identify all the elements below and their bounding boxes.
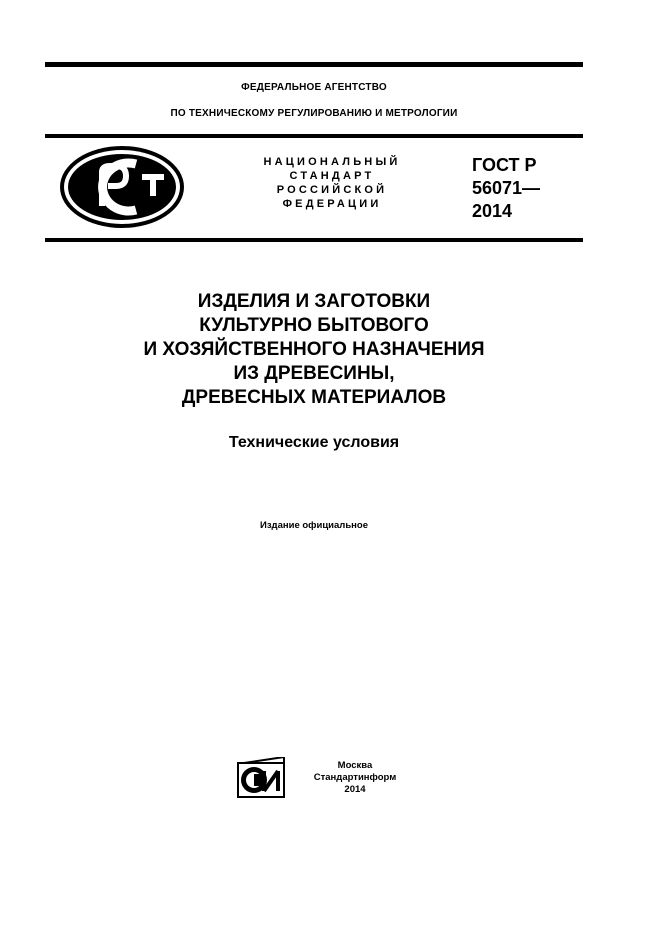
header-bottom-rule <box>45 238 583 242</box>
publisher-info: Москва Стандартинформ 2014 <box>313 760 397 795</box>
document-subtitle: Технические условия <box>228 434 400 451</box>
rst-logo-icon <box>58 144 186 230</box>
gost-number: ГОСТ Р 56071— 2014 <box>472 155 541 221</box>
standartinform-logo-icon <box>236 757 286 799</box>
agency-name-line-1: ФЕДЕРАЛЬНОЕ АГЕНТСТВО <box>241 82 387 93</box>
national-standard-label: НАЦИОНАЛЬНЫЙ СТАНДАРТ РОССИЙСКОЙ ФЕДЕРАЦИИ <box>263 156 401 210</box>
edition-label: Издание официальное <box>260 520 368 531</box>
top-rule <box>45 62 583 67</box>
header-rule <box>45 134 583 138</box>
agency-name-line-2: ПО ТЕХНИЧЕСКОМУ РЕГУЛИРОВАНИЮ И МЕТРОЛОГИИ <box>170 108 458 119</box>
document-title: ИЗДЕЛИЯ И ЗАГОТОВКИ КУЛЬТУРНО БЫТОВОГО И ХОЗЯЙСТВЕННОГО НАЗНАЧЕНИЯ ИЗ ДРЕВЕСИНЫ, ДРЕВЕСНЫХ МАТЕРИАЛОВ <box>143 291 485 408</box>
